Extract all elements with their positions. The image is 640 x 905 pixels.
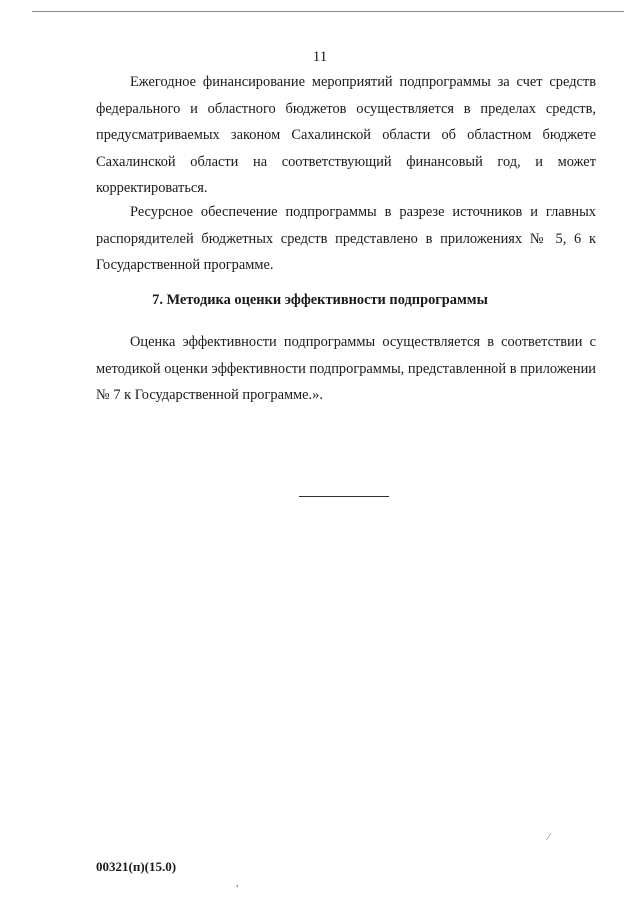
scan-mark: ⁄ xyxy=(548,832,550,843)
section-heading: 7. Методика оценки эффективности подпрограммы xyxy=(152,292,488,308)
paragraph-evaluation xyxy=(96,329,596,409)
end-of-text-rule xyxy=(299,496,389,497)
top-scan-rule xyxy=(32,11,624,12)
paragraph-evaluation-text: Оценка эффективности подпрограммы осуществляется в соответствии с методикой оценки эффективности подпрограммы, представленной в приложении № 7 к Государственной программе.». xyxy=(96,334,596,403)
paragraph-financing xyxy=(96,69,596,202)
paragraph-resources-text: Ресурсное обеспечение подпрограммы в разрезе источников и главных распорядителей бюджетных средств представлено в приложениях № 5, 6 к Государственной программе. xyxy=(96,204,596,273)
document-code: 00321(п)(15.0) xyxy=(96,859,177,874)
paragraph-resources xyxy=(96,199,596,279)
paragraph-financing-text: Ежегодное финансирование мероприятий подпрограммы за счет средств федерального и областного бюджетов осуществляется в пределах средств, предусматриваемых законом Сахалинской области об областном бюджете Сахалинской области на соответствующий финансовый год, и может корректироваться. xyxy=(96,74,596,196)
page-number: 11 xyxy=(312,49,328,65)
scan-mark: , xyxy=(236,878,239,889)
